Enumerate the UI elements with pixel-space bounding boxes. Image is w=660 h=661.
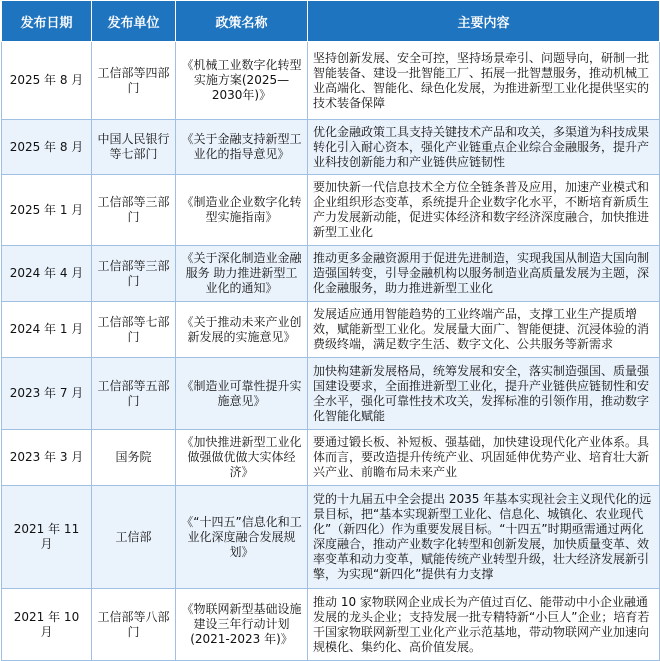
cell-date: 2021 年 10 月 [2,589,92,661]
cell-date: 2024 年 4 月 [2,246,92,302]
cell-unit: 工信部等八部门 [92,589,176,661]
table-row [2,42,660,120]
cell-unit: 工信部等七部门 [92,302,176,358]
cell-main-content: 推动更多金融资源用于促进先进制造，实现我国从制造大国向制造强国转变，引导金融机构以服务制造业高质量发展为主题，深化金融服务，助力推进新型工业化 [308,246,660,302]
header-policy-name: 政策名称 [176,1,308,42]
table-row [2,120,660,175]
table-row [2,175,660,246]
table-header-row [2,1,660,42]
cell-date: 2025 年 1 月 [2,175,92,246]
cell-date: 2023 年 3 月 [2,430,92,486]
cell-main-content: 要通过锻长板、补短板、强基础，加快建设现代化产业体系。具体而言，要改造提升传统产业、巩固延伸优势产业、培育壮大新兴产业、前瞻布局未来产业 [308,430,660,486]
cell-main-content: 推动 10 家物联网企业成长为产值过百亿、能带动中小企业融通发展的龙头企业；支持发展一批专精特新“小巨人”企业；培育若干国家物联网新型工业化产业示范基地，带动物联网产业加速向规模化、集约化、高价值发展。 [308,589,660,661]
cell-unit: 工信部 [92,486,176,589]
cell-policy-name: 《物联网新型基础设施建设三年行动计划(2021-2023 年)》 [176,589,308,661]
cell-unit: 工信部等三部门 [92,175,176,246]
header-unit: 发布单位 [92,1,176,42]
cell-policy-name: 《关于深化制造业金融服务 助力推进新型工业化的通知》 [176,246,308,302]
header-main-content: 主要内容 [308,1,660,42]
cell-main-content: 要加快新一代信息技术全方位全链条普及应用，加速产业模式和企业组织形态变革，系统提升企业数字化水平，不断培育新质生产力发展新动能，促进实体经济和数字经济深度融合，加快推进新型工业化 [308,175,660,246]
cell-date: 2021 年 11 月 [2,486,92,589]
cell-unit: 工信部等四部门 [92,42,176,120]
cell-policy-name: 《关于推动未来产业创新发展的实施意见》 [176,302,308,358]
table-row [2,246,660,302]
cell-policy-name: 《关于金融支持新型工业化的指导意见》 [176,120,308,175]
cell-main-content: 加快构建新发展格局，统筹发展和安全，落实制造强国、质量强国建设要求，全面推进新型工业化，提升产业链供应链韧性和安全水平，强化可靠性技术攻关，发挥标准的引领作用，推动数字化智能化赋能 [308,358,660,430]
cell-main-content: 优化金融政策工具支持关键技术产品和攻关，多渠道为科技成果转化引入耐心资本，强化产业链重点企业综合金融服务，提升产业科技创新能力和产业链供应链韧性 [308,120,660,175]
cell-main-content: 坚持创新发展、安全可控，坚持场景牵引、问题导向，研制一批智能装备、建设一批智能工厂、拓展一批智慧服务，推动机械工业高端化、智能化、绿色化发展，为推进新型工业化提供坚实的技术装备保障 [308,42,660,120]
table-row [2,358,660,430]
cell-policy-name: 《加快推进新型工业化 做强做优做大实体经济》 [176,430,308,486]
cell-policy-name: 《制造业企业数字化转型实施指南》 [176,175,308,246]
cell-date: 2025 年 8 月 [2,42,92,120]
cell-main-content: 发展适应通用智能趋势的工业终端产品，支撑工业生产提质增效，赋能新型工业化。发展量大面广、智能便捷、沉浸体验的消费级终端，满足数字生活、数字文化、公共服务等新需求 [308,302,660,358]
table-row [2,486,660,589]
policy-table-container [1,0,659,661]
cell-main-content: 党的十九届五中全会提出 2035 年基本实现社会主义现代化的远景目标，把“基本实现新型工业化、信息化、城镇化、农业现代化”（新四化）作为重要发展目标。“十四五”时期亟需通过两化深度融合，推动产业数字化转型和创新发展，加快质量变革、效率变革和动力变革，赋能传统产业转型升级，壮大经济发展新引擎，为实现“新四化”提供有力支撑 [308,486,660,589]
cell-date: 2024 年 1 月 [2,302,92,358]
cell-policy-name: 《机械工业数字化转型实施方案(2025—2030年)》 [176,42,308,120]
cell-unit: 中国人民银行等七部门 [92,120,176,175]
cell-policy-name: 《制造业可靠性提升实施意见》 [176,358,308,430]
policy-table [1,0,660,661]
table-row [2,302,660,358]
cell-date: 2023 年 7 月 [2,358,92,430]
cell-policy-name: 《“十四五”信息化和工业化深度融合发展规划》 [176,486,308,589]
cell-unit: 国务院 [92,430,176,486]
cell-date: 2025 年 8 月 [2,120,92,175]
header-date: 发布日期 [2,1,92,42]
cell-unit: 工信部等三部门 [92,246,176,302]
table-row [2,430,660,486]
cell-unit: 工信部等五部门 [92,358,176,430]
table-row [2,589,660,661]
